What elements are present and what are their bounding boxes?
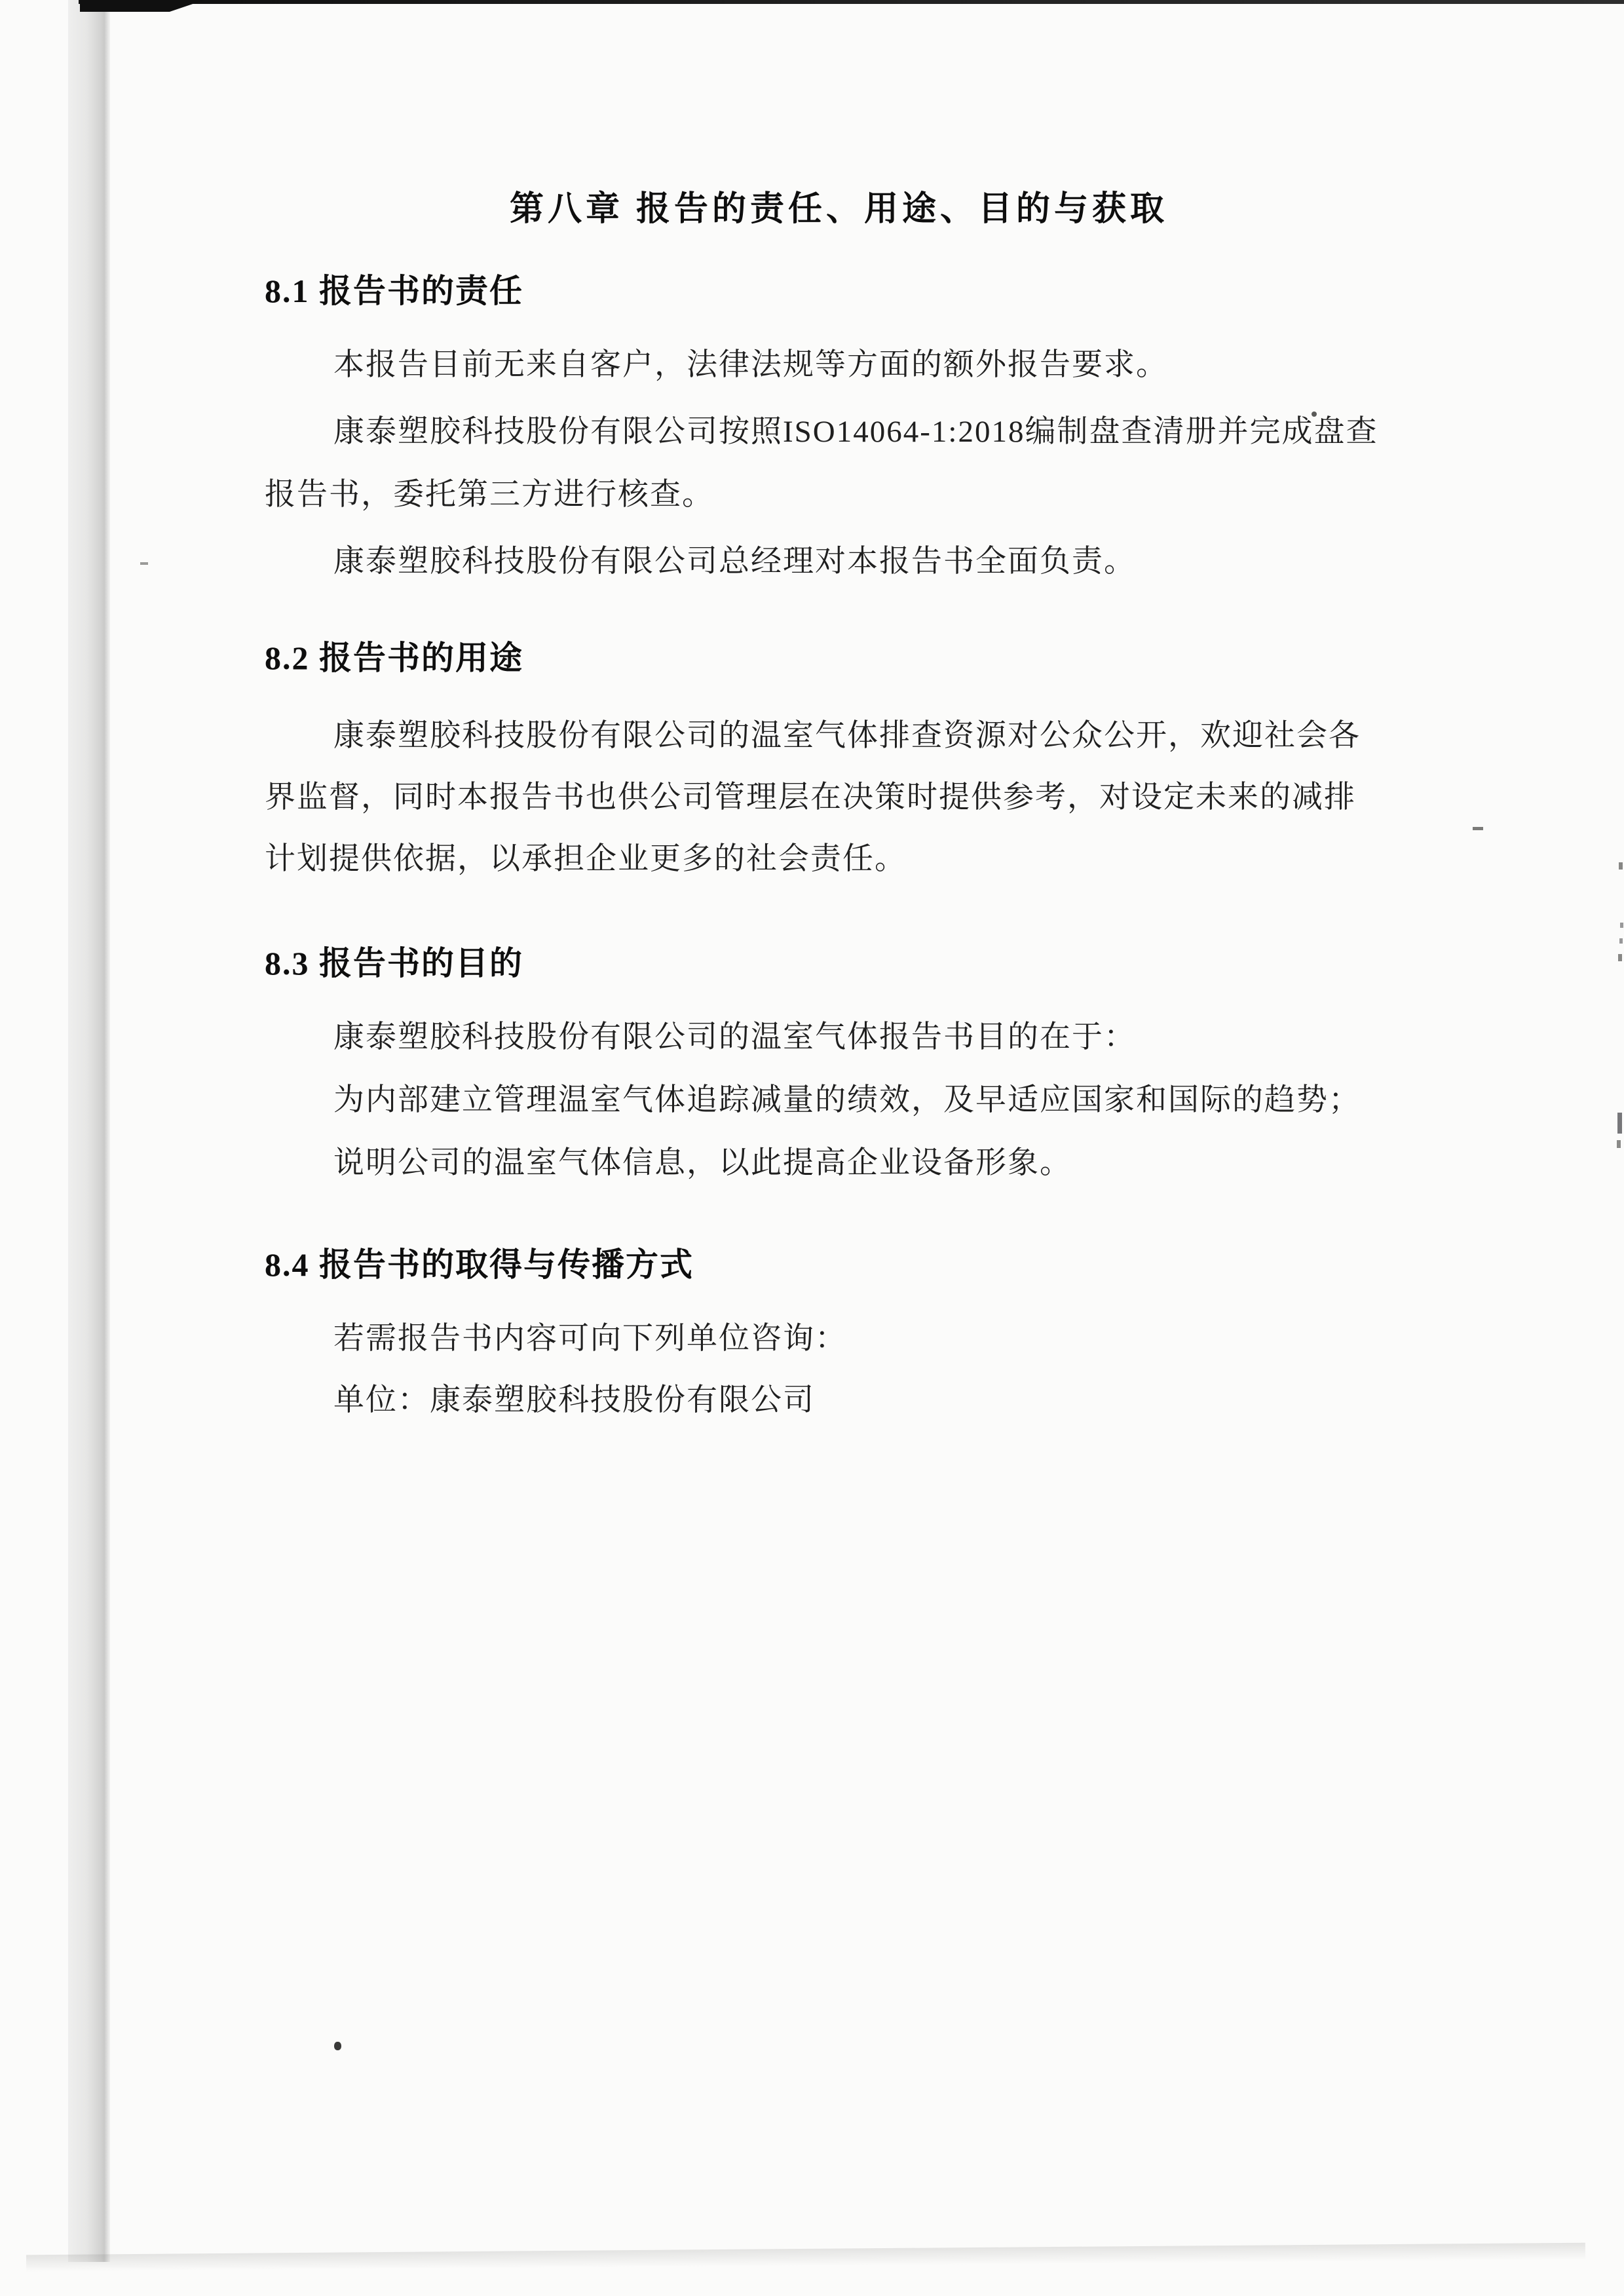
chapter-title: 第八章 报告的责任、用途、目的与获取 xyxy=(510,191,1169,228)
section-8-2-heading: 8.2 报告书的用途 xyxy=(265,640,523,676)
scan-speck xyxy=(140,562,148,565)
scan-edge-top-blob xyxy=(80,0,204,12)
scan-edge-left-band xyxy=(68,0,110,2262)
scan-speck xyxy=(1619,862,1623,870)
section-8-4-heading: 8.4 报告书的取得与传播方式 xyxy=(265,1246,694,1283)
scan-speck xyxy=(1617,1113,1622,1134)
section-8-3-heading: 8.3 报告书的目的 xyxy=(265,945,523,982)
paragraph-line: 康泰塑胶科技股份有限公司的温室气体报告书目的在于： xyxy=(333,1020,1136,1054)
scan-edge-top-line xyxy=(79,0,1624,4)
paragraph-line: 为内部建立管理温室气体追踪减量的绩效，及早适应国家和国际的趋势； xyxy=(333,1083,1361,1117)
scan-edge-bottom-shadow xyxy=(26,2243,1585,2272)
scan-speck xyxy=(334,2042,341,2050)
scan-speck xyxy=(1618,954,1622,961)
paragraph-line: 说明公司的温室气体信息，以此提高企业设备形象。 xyxy=(333,1146,1072,1180)
paragraph-line: 界监督，同时本报告书也供公司管理层在决策时提供参考，对设定未来的减排 xyxy=(265,780,1356,814)
paragraph-line: 单位：康泰塑胶科技股份有限公司 xyxy=(333,1383,815,1417)
paragraph-line: 康泰塑胶科技股份有限公司按照ISO14064-1:2018编制盘查清册并完成盘查 xyxy=(333,415,1378,449)
scan-speck xyxy=(1619,938,1623,944)
paragraph-line: 康泰塑胶科技股份有限公司总经理对本报告书全面负责。 xyxy=(333,545,1136,579)
scan-speck xyxy=(1617,1140,1621,1148)
paragraph-line: 本报告目前无来自客户，法律法规等方面的额外报告要求。 xyxy=(333,348,1168,382)
paragraph-line: 康泰塑胶科技股份有限公司的温室气体排查资源对公众公开，欢迎社会各 xyxy=(333,719,1361,753)
paragraph-line: 报告书，委托第三方进行核查。 xyxy=(265,478,714,512)
scan-speck xyxy=(1473,827,1483,830)
scan-speck xyxy=(1620,923,1623,928)
paragraph-line: 计划提供依据，以承担企业更多的社会责任。 xyxy=(265,842,907,876)
section-8-1-heading: 8.1 报告书的责任 xyxy=(265,273,523,309)
paragraph-line: 若需报告书内容可向下列单位咨询： xyxy=(333,1322,847,1356)
